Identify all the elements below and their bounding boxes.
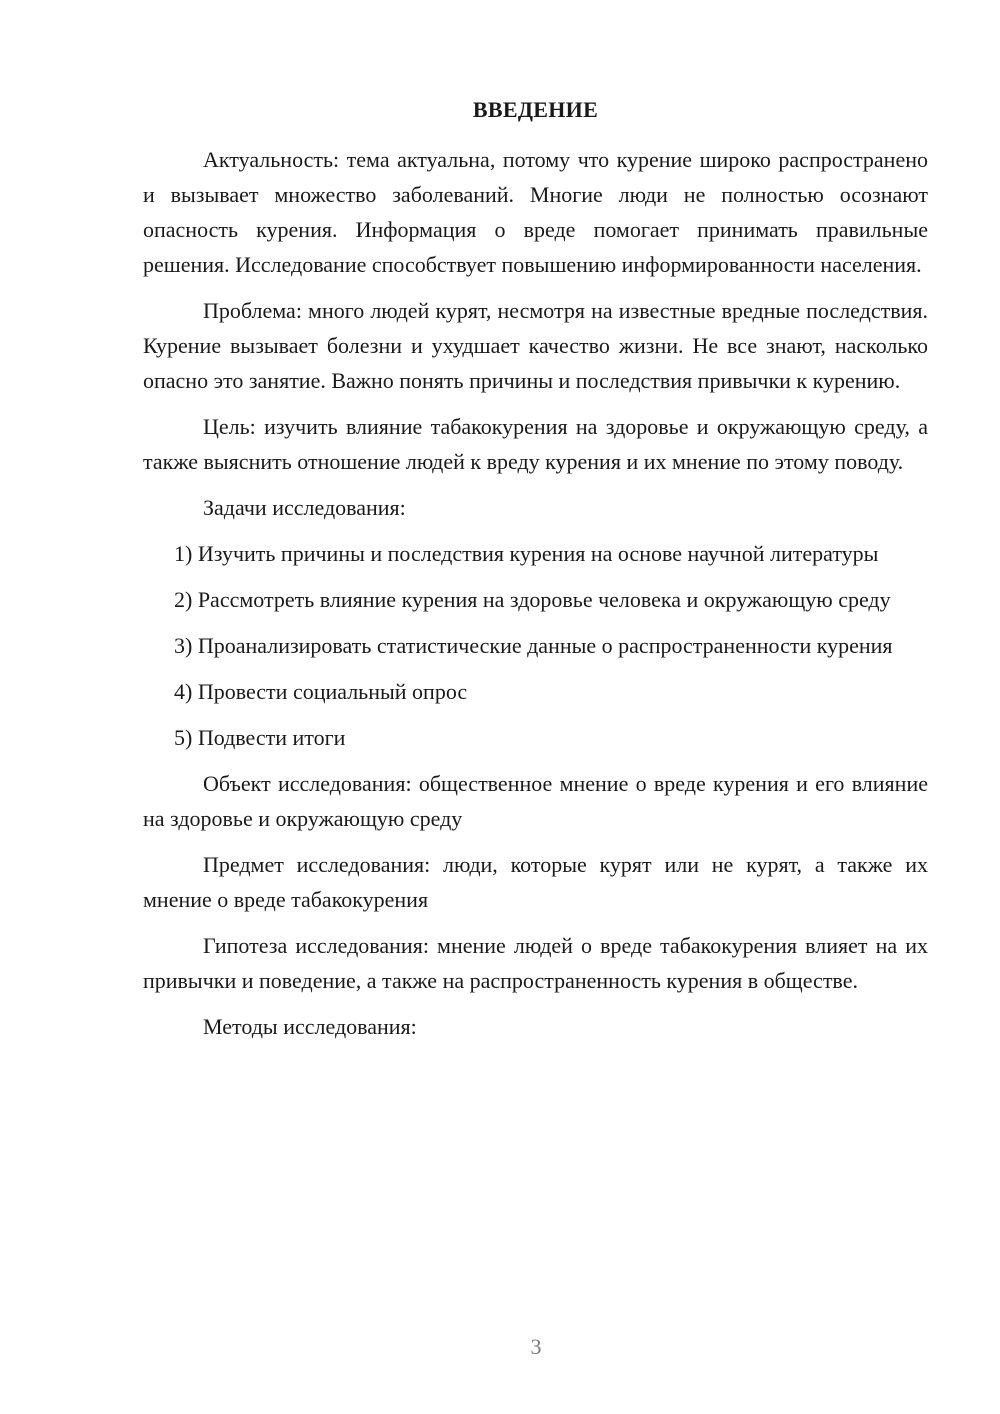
paragraph-relevance: Актуальность: тема актуальна, потому что курение широко распространено и вызывает множество заболеваний. Многие люди не полностью осознают опасность курения. Информация о вреде помогает принимать правильные решения. Исследование способствует повышению информированности населения. [143,147,928,277]
task-item-2: 2) Рассмотреть влияние курения на здоровье человека и окружающую среду [174,587,891,612]
document-page [143,92,928,1055]
task-item-1: 1) Изучить причины и последствия курения на основе научной литературы [174,541,879,566]
tasks-heading: Задачи исследования: [203,495,406,520]
paragraph-problem: Проблема: много людей курят, несмотря на известные вредные последствия. Курение вызывает болезни и ухудшает качество жизни. Не все знают, насколько опасно это занятие. Важно понять причины и последствия привычки к курению. [143,298,928,393]
page-title: ВВЕДЕНИЕ [472,97,599,122]
paragraph-object: Объект исследования: общественное мнение о вреде курения и его влияние на здоровье и окружающую среду [143,771,928,831]
task-item-3: 3) Проанализировать статистические данные о распространенности курения [174,633,893,658]
task-item-5: 5) Подвести итоги [174,725,346,750]
paragraph-subject: Предмет исследования: люди, которые курят или не курят, а также их мнение о вреде табакокурения [143,852,928,912]
task-item-4: 4) Провести социальный опрос [174,679,468,704]
paragraph-goal: Цель: изучить влияние табакокурения на здоровье и окружающую среду, а также выяснить отношение людей к вреду курения и их мнение по этому поводу. [143,414,928,474]
methods-heading: Методы исследования: [203,1014,417,1039]
paragraph-hypothesis: Гипотеза исследования: мнение людей о вреде табакокурения влияет на их привычки и поведение, а также на распространенность курения в обществе. [143,933,928,993]
page-number: 3 [530,1334,542,1359]
